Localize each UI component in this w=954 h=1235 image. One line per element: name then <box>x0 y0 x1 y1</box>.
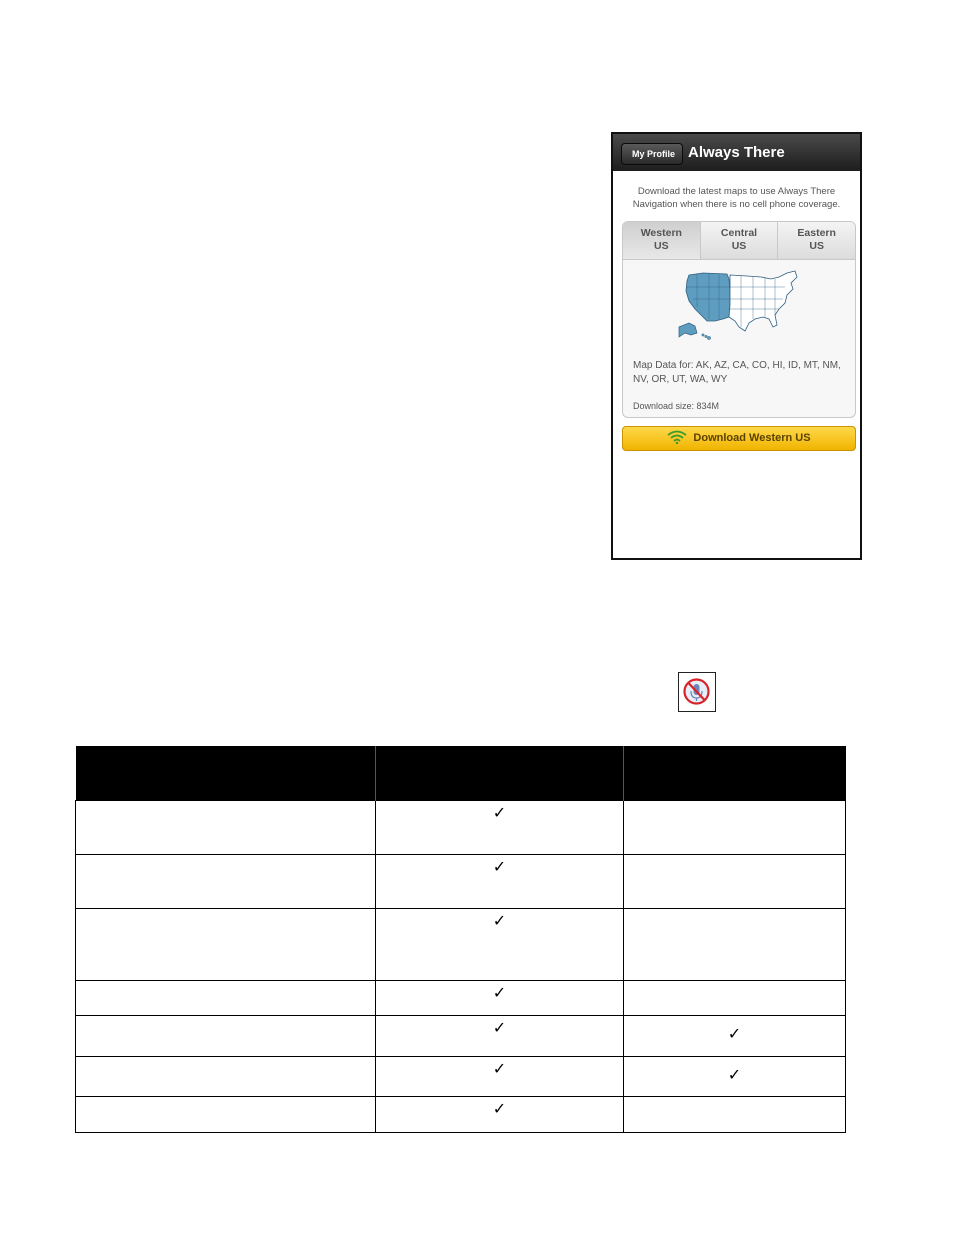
table-row <box>76 1057 846 1097</box>
table-header-cell <box>376 746 624 801</box>
table-row <box>76 1016 846 1057</box>
wifi-icon <box>667 430 687 444</box>
table-cell <box>376 801 624 855</box>
nav-bar <box>613 134 860 171</box>
checkmark-icon: ✓ <box>727 1067 742 1084</box>
western-us-region <box>686 273 730 321</box>
tab-label-line1: Western <box>640 227 682 239</box>
table-cell <box>624 855 846 909</box>
checkmark-icon: ✓ <box>727 1026 742 1043</box>
tab-western-us[interactable] <box>623 222 700 259</box>
table-cell <box>376 981 624 1016</box>
download-size-text: Download size: 834M <box>633 401 720 411</box>
table-cell <box>376 855 624 909</box>
checkmark-icon: ✓ <box>492 1061 507 1078</box>
back-button-label: My Profile <box>632 149 676 159</box>
table-cell <box>376 1057 624 1097</box>
checkmark-icon: ✓ <box>492 913 507 930</box>
table-cell <box>624 1097 846 1133</box>
my-profile-back-button[interactable] <box>621 143 683 165</box>
table-cell <box>624 801 846 855</box>
table-cell <box>76 1016 376 1057</box>
table-cell <box>376 1016 624 1057</box>
table-cell <box>76 801 376 855</box>
region-panel <box>622 221 856 418</box>
table-cell <box>76 1057 376 1097</box>
table-cell <box>76 855 376 909</box>
table-cell <box>624 1057 846 1097</box>
tab-label-line2: US <box>731 240 747 252</box>
table-cell <box>624 981 846 1016</box>
checkmark-icon: ✓ <box>492 985 507 1002</box>
phone-screen <box>611 132 862 560</box>
hawaii <box>702 334 711 340</box>
intro-text: Download the latest maps to use Always There Navigation when there is no cell phone coverage. <box>632 186 841 210</box>
tab-central-us[interactable] <box>700 222 778 259</box>
tab-label-line1: Central <box>720 227 758 239</box>
table-cell <box>624 1016 846 1057</box>
table-cell <box>376 909 624 981</box>
table-row <box>76 981 846 1016</box>
table-row <box>76 801 846 855</box>
table-row <box>76 909 846 981</box>
table-cell <box>624 909 846 981</box>
table-header <box>76 746 846 801</box>
alaska <box>679 323 697 337</box>
microphone-muted-icon-graphic <box>679 673 714 710</box>
microphone-muted-icon <box>678 672 716 712</box>
tab-label-line2: US <box>809 240 824 252</box>
table-row <box>76 855 846 909</box>
tab-eastern-us[interactable] <box>777 222 855 259</box>
page-title: Always There <box>688 144 785 161</box>
table-cell <box>376 1097 624 1133</box>
checkmark-icon: ✓ <box>492 1101 507 1118</box>
region-tabs <box>623 222 855 260</box>
download-button-label: Download Western US <box>693 432 811 444</box>
checkmark-icon: ✓ <box>492 805 507 822</box>
tab-label-line1: Eastern <box>797 227 836 239</box>
table-cell <box>76 909 376 981</box>
table-cell <box>76 1097 376 1133</box>
table-row <box>76 1097 846 1133</box>
table-header-cell <box>624 746 846 801</box>
map-data-text: Map Data for: AK, AZ, CA, CO, HI, ID, MT, NM, NV, OR, UT, WA, WY <box>633 360 841 385</box>
feature-table <box>75 746 846 1133</box>
checkmark-icon: ✓ <box>492 859 507 876</box>
us-map-image <box>675 269 805 344</box>
table-header-cell <box>76 746 376 801</box>
checkmark-icon: ✓ <box>492 1020 507 1037</box>
tab-label-line2: US <box>654 240 669 252</box>
download-western-us-button[interactable] <box>622 426 856 451</box>
table-cell <box>76 981 376 1016</box>
central-eastern-us-region <box>729 271 797 331</box>
